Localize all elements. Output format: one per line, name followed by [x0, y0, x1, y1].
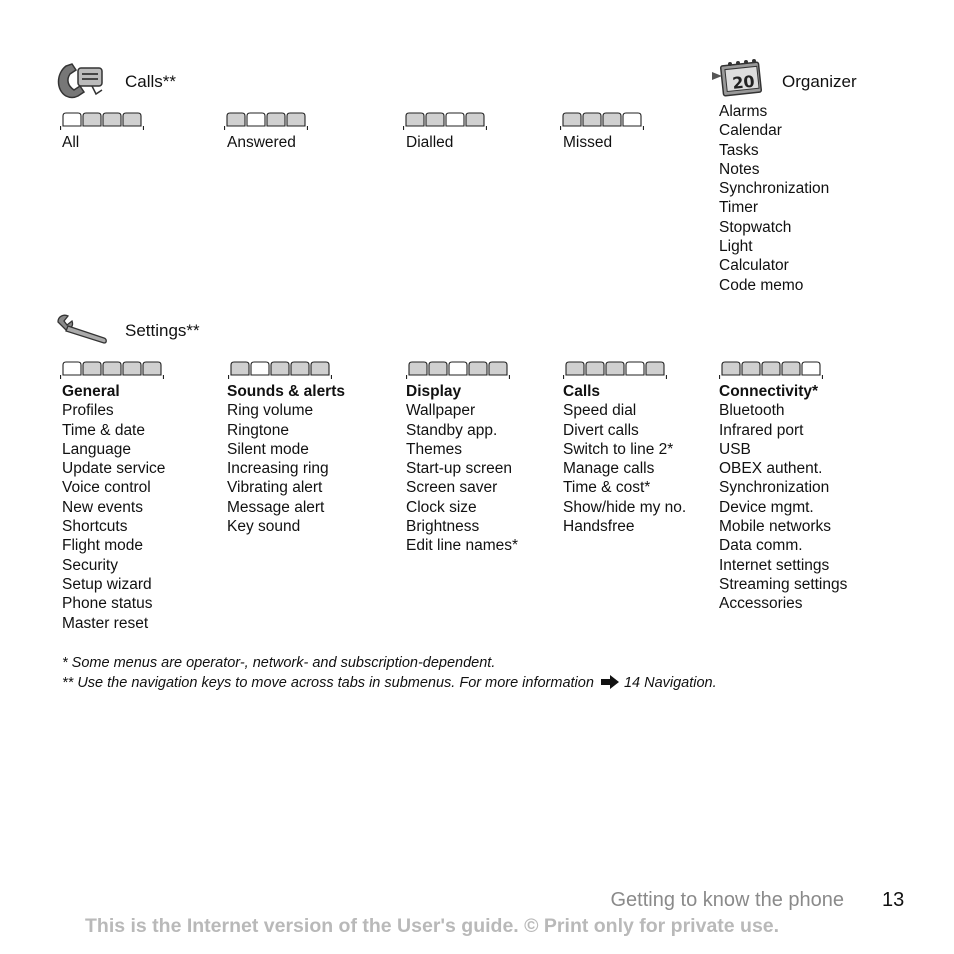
column-header: General	[62, 383, 120, 400]
tab	[83, 362, 101, 375]
list-item: Data comm.	[719, 537, 803, 555]
right-arrow-icon	[600, 674, 620, 694]
tab	[563, 113, 581, 126]
calls-item-dialled: Dialled	[406, 134, 454, 151]
list-item: Time & date	[62, 421, 145, 439]
footnote-2-text: ** Use the navigation keys to move across tabs in submenus. For more information	[62, 675, 594, 691]
list-item: Setup wizard	[62, 575, 152, 593]
list-item: Message alert	[227, 498, 325, 516]
list-item: Accessories	[719, 595, 803, 613]
organizer-list	[719, 102, 829, 295]
tab	[143, 362, 161, 375]
list-item: Device mgmt.	[719, 498, 814, 516]
column-header: Calls	[563, 383, 601, 400]
list-item: Silent mode	[227, 440, 309, 458]
tab	[291, 362, 309, 375]
footnote-1: * Some menus are operator-, network- and subscription-dependent.	[62, 655, 496, 671]
settings-tabs-connectivity	[719, 360, 823, 382]
svg-text:20: 20	[731, 71, 756, 93]
tab	[227, 113, 245, 126]
list-item: Handsfree	[563, 518, 635, 536]
tab-active	[623, 113, 641, 126]
list-item: Flight mode	[62, 537, 143, 555]
calls-section-title: Calls**	[125, 72, 177, 91]
settings-column-display	[406, 382, 518, 556]
calls-tabs-missed	[560, 111, 644, 133]
tab	[83, 113, 101, 126]
list-item: Clock size	[406, 498, 477, 516]
tab-active	[63, 113, 81, 126]
tab	[586, 362, 604, 375]
tab	[409, 362, 427, 375]
list-item: OBEX authent.	[719, 460, 823, 478]
tab-active	[63, 362, 81, 375]
list-item: New events	[62, 498, 143, 516]
settings-tabs-calls	[563, 360, 667, 382]
list-item: Security	[62, 556, 118, 574]
tab	[287, 113, 305, 126]
list-item: USB	[719, 440, 751, 458]
organizer-item: Code memo	[719, 276, 804, 294]
phone-icon	[52, 60, 108, 105]
tab-active	[251, 362, 269, 375]
internet-version-notice: This is the Internet version of the User's guide. © Print only for private use.	[85, 915, 780, 937]
calls-item-answered: Answered	[227, 134, 296, 151]
list-item: Streaming settings	[719, 575, 848, 593]
organizer-item: Light	[719, 238, 753, 256]
settings-tabs-sounds	[228, 360, 332, 382]
tab	[782, 362, 800, 375]
organizer-item: Alarms	[719, 103, 768, 120]
tab-active	[626, 362, 644, 375]
footnote-2	[62, 674, 717, 694]
list-item: Wallpaper	[406, 402, 476, 420]
settings-tabs-general	[60, 360, 164, 382]
calls-tabs-dialled	[403, 111, 487, 133]
organizer-item: Stopwatch	[719, 218, 792, 236]
page-number: 13	[882, 889, 905, 911]
tab-active	[446, 113, 464, 126]
tab-active	[802, 362, 820, 375]
list-item: Profiles	[62, 402, 114, 420]
list-item: Bluetooth	[719, 402, 785, 420]
organizer-item: Tasks	[719, 141, 759, 159]
list-item: Brightness	[406, 518, 480, 536]
list-item: Divert calls	[563, 421, 639, 439]
list-item: Language	[62, 440, 131, 458]
organizer-section-title: Organizer	[782, 72, 857, 91]
list-item: Internet settings	[719, 556, 830, 574]
tab	[103, 113, 121, 126]
list-item: Switch to line 2*	[563, 440, 674, 458]
list-item: Master reset	[62, 614, 149, 632]
list-item: Phone status	[62, 595, 153, 613]
list-item: Vibrating alert	[227, 479, 323, 497]
list-item: Ring volume	[227, 402, 314, 420]
tab	[762, 362, 780, 375]
list-item: Update service	[62, 460, 166, 478]
settings-section-title: Settings**	[125, 321, 200, 340]
tab	[606, 362, 624, 375]
tab-active	[247, 113, 265, 126]
list-item: Increasing ring	[227, 460, 329, 478]
settings-column-sounds	[227, 382, 345, 536]
organizer-item: Calendar	[719, 122, 782, 140]
calls-tabs-answered	[224, 111, 308, 133]
column-header: Connectivity*	[719, 383, 819, 400]
navigation-link[interactable]: 14 Navigation	[623, 675, 713, 691]
column-header: Sounds & alerts	[227, 383, 345, 400]
tab	[466, 113, 484, 126]
tab	[429, 362, 447, 375]
calls-item-missed: Missed	[563, 134, 613, 151]
list-item: Themes	[406, 440, 462, 458]
settings-column-connectivity	[719, 382, 847, 614]
list-item: Start-up screen	[406, 460, 512, 478]
organizer-item: Timer	[719, 199, 759, 217]
column-header: Display	[406, 383, 462, 400]
tab	[267, 113, 285, 126]
tab	[566, 362, 584, 375]
footnote-2-end: .	[712, 675, 717, 691]
list-item: Infrared port	[719, 421, 804, 439]
list-item: Time & cost*	[563, 479, 651, 497]
settings-column-general	[62, 382, 165, 633]
wrench-icon	[54, 312, 110, 349]
tab	[231, 362, 249, 375]
list-item: Mobile networks	[719, 518, 831, 536]
list-item: Speed dial	[563, 402, 637, 420]
tab	[722, 362, 740, 375]
settings-tabs-display	[406, 360, 510, 382]
list-item: Ringtone	[227, 421, 290, 439]
tab	[469, 362, 487, 375]
list-item: Key sound	[227, 518, 301, 536]
footer-section-title: Getting to know the phone	[610, 889, 844, 911]
list-item: Edit line names*	[406, 537, 519, 555]
list-item: Standby app.	[406, 421, 498, 439]
calls-tabs-all	[60, 111, 144, 133]
list-item: Synchronization	[719, 479, 830, 497]
list-item: Manage calls	[563, 460, 655, 478]
tab	[103, 362, 121, 375]
tab	[311, 362, 329, 375]
tab	[123, 113, 141, 126]
list-item: Show/hide my no.	[563, 498, 687, 516]
tab	[489, 362, 507, 375]
tab	[603, 113, 621, 126]
organizer-item: Synchronization	[719, 180, 830, 198]
tab	[426, 113, 444, 126]
tab	[406, 113, 424, 126]
calls-item-all: All	[62, 134, 80, 151]
settings-column-calls	[563, 382, 686, 536]
tab	[583, 113, 601, 126]
list-item: Voice control	[62, 479, 151, 497]
organizer-icon	[708, 58, 766, 103]
organizer-item: Notes	[719, 160, 760, 178]
tab	[646, 362, 664, 375]
tab	[123, 362, 141, 375]
list-item: Screen saver	[406, 479, 498, 497]
list-item: Shortcuts	[62, 518, 128, 536]
tab	[271, 362, 289, 375]
organizer-item: Calculator	[719, 257, 789, 275]
tab	[742, 362, 760, 375]
tab-active	[449, 362, 467, 375]
